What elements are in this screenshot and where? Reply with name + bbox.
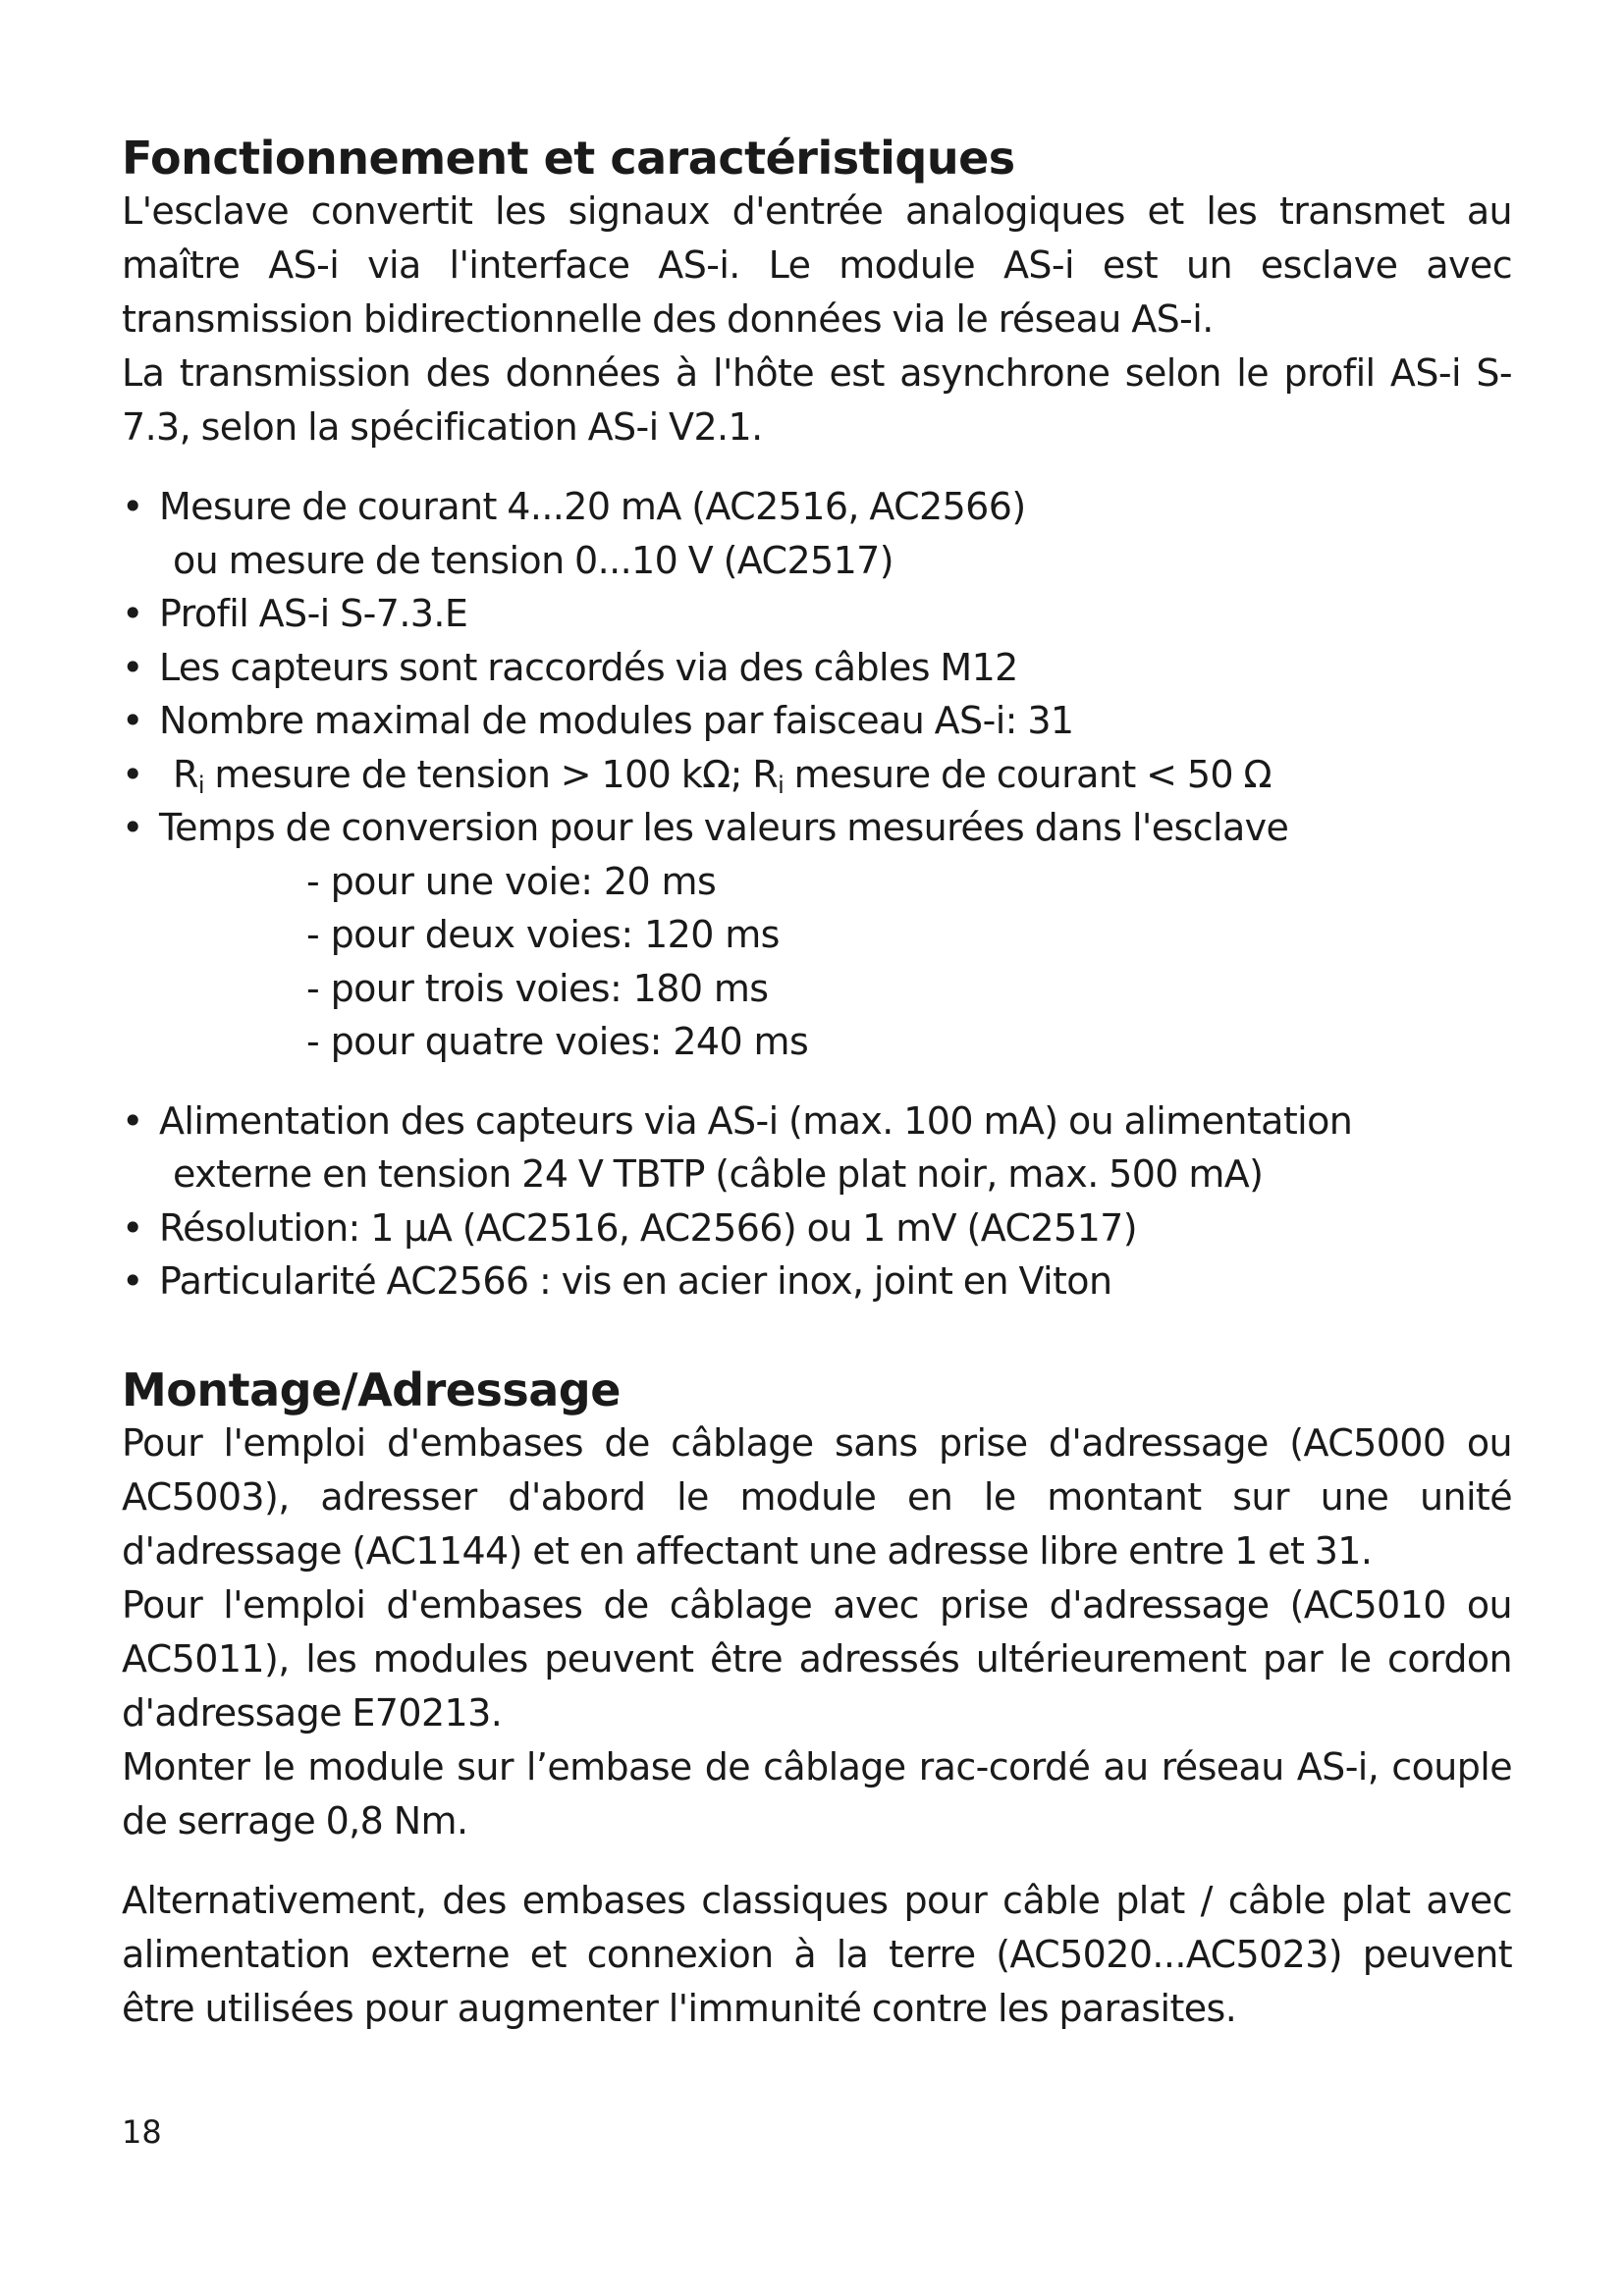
page-number: 18 xyxy=(122,2113,162,2151)
list-item-resistance xyxy=(122,748,1512,802)
paragraph-mounting-3: Monter le module sur l’embase de câblage rac-cordé au réseau AS-i, couple de serrage 0,8 Nm. xyxy=(122,1744,1512,1842)
bullet-icon: • xyxy=(122,806,143,849)
bullet-icon: • xyxy=(122,1098,143,1143)
bullet-icon: • xyxy=(122,699,143,742)
list-item-text-cont: externe en tension 24 V TBTP (câble plat noir, max. 500 mA) xyxy=(173,1152,1264,1196)
list-item xyxy=(122,480,1512,587)
list-item-text: Mesure de courant 4...20 mA (AC2516, AC2566) xyxy=(159,485,1026,528)
bullet-icon: • xyxy=(122,1259,143,1303)
resistance-subscript-2: i xyxy=(778,771,785,799)
sub-list-item: - pour une voie: 20 ms xyxy=(306,859,717,903)
resistance-symbol: R xyxy=(173,752,198,796)
list-item-text: Résolution: 1 µA (AC2516, AC2566) ou 1 mV (AC2517) xyxy=(159,1205,1137,1250)
list-item-text: Nombre maximal de modules par faisceau AS-i: 31 xyxy=(159,699,1074,742)
list-item-text: Temps de conversion pour les valeurs mesurées dans l'esclave xyxy=(159,806,1289,849)
section-title-fonctionnement: Fonctionnement et caractéristiques xyxy=(122,132,1015,185)
list-item xyxy=(122,1201,1512,1255)
list-item xyxy=(122,694,1512,748)
feature-list-2 xyxy=(122,1095,1512,1308)
page-content xyxy=(122,132,1512,2036)
resistance-symbol-2: R xyxy=(752,752,779,796)
paragraph-description: L'esclave convertit les signaux d'entrée analogiques et les transmet au maître AS-i via l'interface AS-i. Le module AS-i est un esclave avec transmission bidirectionnelle des données via le réseau AS-i. xyxy=(122,189,1512,341)
resistance-current-text: mesure de courant < 50 Ω xyxy=(784,752,1272,796)
list-item-text-cont: ou mesure de tension 0...10 V (AC2517) xyxy=(173,538,893,582)
sub-list-item: - pour quatre voies: 240 ms xyxy=(306,1020,809,1063)
list-item-text: Profil AS-i S-7.3.E xyxy=(159,592,468,635)
section-title-montage: Montage/Adressage xyxy=(122,1362,621,1416)
list-item-text: Les capteurs sont raccordés via des câbles M12 xyxy=(159,645,1018,689)
list-item xyxy=(122,587,1512,641)
paragraph-mounting-1: Pour l'emploi d'embases de câblage sans prise d'adressage (AC5000 ou AC5003), adresser d'abord le module en le montant sur une unité d'adressage (AC1144) et en affectant une adresse libre entre 1 et 31. xyxy=(122,1420,1512,1573)
feature-list xyxy=(122,480,1512,855)
paragraph-mounting-2: Pour l'emploi d'embases de câblage avec prise d'adressage (AC5010 ou AC5011), les modules peuvent être adressés ultérieurement par le cordon d'adressage E70213. xyxy=(122,1582,1512,1735)
bullet-icon: • xyxy=(122,485,143,528)
bullet-icon: • xyxy=(122,752,143,796)
conversion-times-list xyxy=(122,855,1512,1069)
paragraph-transmission: La transmission des données à l'hôte est asynchrone selon le profil AS-i S-7.3, selon la spécification AS-i V2.1. xyxy=(122,351,1512,449)
resistance-voltage-text: mesure de tension > 100 kΩ; xyxy=(203,752,753,796)
list-item xyxy=(122,1255,1512,1308)
list-item xyxy=(122,641,1512,695)
list-item-text: Alimentation des capteurs via AS-i (max. 100 mA) ou alimentation xyxy=(159,1098,1353,1143)
bullet-icon: • xyxy=(122,592,143,635)
list-item-text: Particularité AC2566 : vis en acier inox, joint en Viton xyxy=(159,1259,1112,1303)
resistance-subscript: i xyxy=(197,771,204,799)
bullet-icon: • xyxy=(122,645,143,689)
list-item xyxy=(122,801,1512,855)
list-item xyxy=(122,1095,1512,1201)
sub-list-item: - pour deux voies: 120 ms xyxy=(306,913,780,956)
paragraph-alternative: Alternativement, des embases classiques pour câble plat / câble plat avec alimentation externe et connexion à la terre (AC5020...AC5023) peuvent être utilisées pour augmenter l'immunité contre les parasites. xyxy=(122,1878,1512,2030)
bullet-icon: • xyxy=(122,1205,143,1250)
sub-list-item: - pour trois voies: 180 ms xyxy=(306,966,769,1010)
